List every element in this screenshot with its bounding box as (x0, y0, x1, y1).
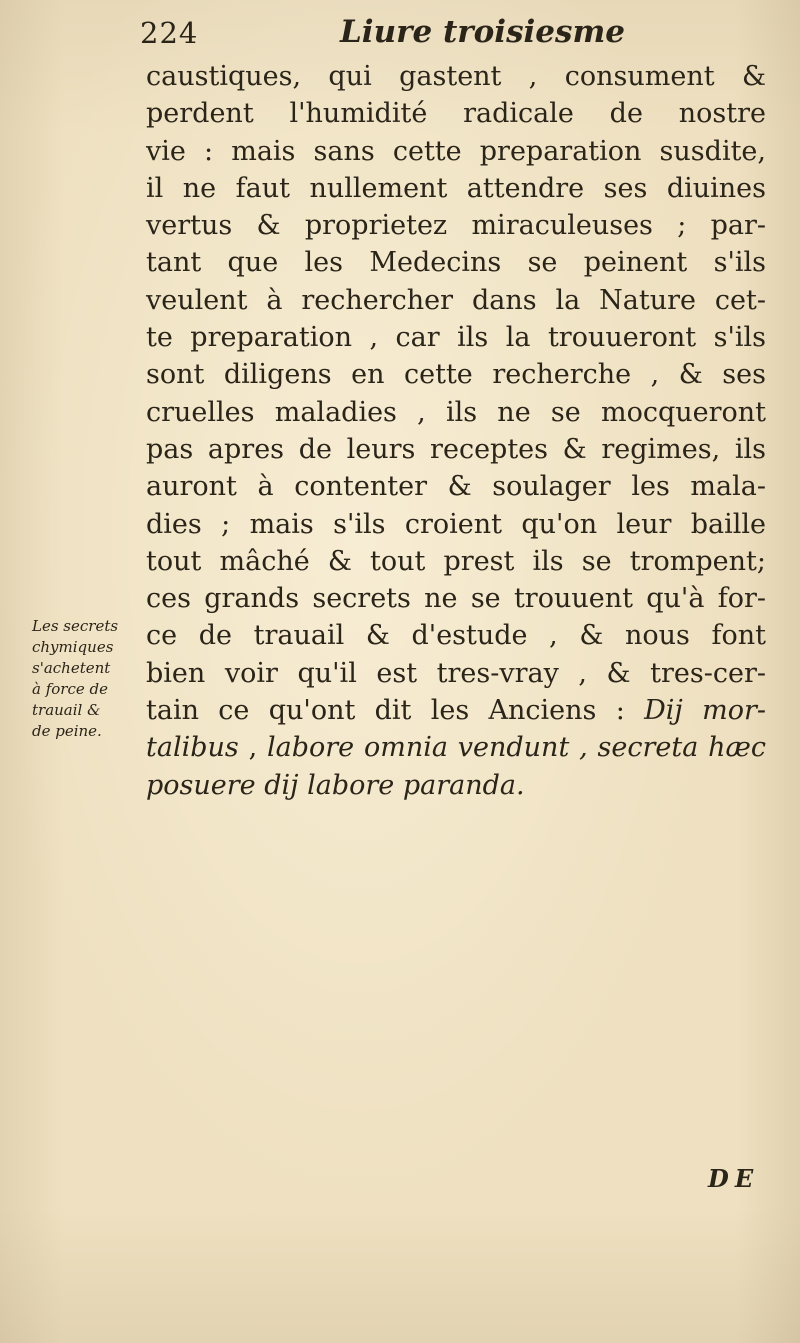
text-roman: tain ce qu'ont dit les Anciens : (146, 695, 645, 727)
text-line: sont diligens en cette recherche , & ses (146, 359, 766, 391)
text-line: pas apres de leurs receptes & regimes, ils (146, 433, 766, 465)
text-line: tant que les Medecins se peinent s'ils (146, 247, 766, 279)
text-line: veulent à rechercher dans la Nature cet- (146, 284, 766, 316)
latin-quote-end: posuere dij labore paranda. (146, 769, 525, 801)
text-line: dies ; mais s'ils croient qu'on leur baille (146, 508, 766, 540)
latin-quote: talibus (146, 732, 239, 764)
margin-note-line: s'achetent (32, 659, 111, 677)
margin-note-line: chymiques (32, 638, 114, 656)
text-line: caustiques, qui gastent , consument & (146, 61, 766, 92)
text-line: il ne faut nullement attendre ses diuines (146, 172, 766, 204)
text-line: perdent l'humidité radicale de nostre (146, 98, 766, 130)
text-line-latin-start (146, 692, 766, 729)
margin-note (32, 616, 150, 742)
margin-note-line: de peine. (32, 722, 102, 740)
text-line: ce de trauail & d'estude , & nous font (146, 620, 766, 652)
text-line: cruelles maladies , ils ne se mocqueront (146, 396, 766, 428)
running-title: Liure troisiesme (340, 14, 625, 50)
text-line: bien voir qu'il est tres-vray , & tres-cer- (146, 657, 766, 689)
text-roman: , (238, 732, 267, 764)
text-line: vie : mais sans cette preparation susdite, (146, 135, 766, 167)
margin-note-line: à force de (32, 680, 108, 698)
text-line: vertus & proprietez miraculeuses ; par- (146, 210, 766, 242)
body-text (146, 58, 766, 804)
margin-note-line: Les secrets (32, 617, 119, 635)
catchword: DE (708, 1164, 760, 1193)
text-line: auront à contenter & soulager les mala- (146, 471, 766, 503)
page-header (140, 14, 760, 54)
latin-quote: Dij mor- (644, 695, 766, 727)
margin-note-line: trauail & (32, 701, 101, 719)
text-line: te preparation , car ils la trouueront s'ils (146, 322, 766, 354)
text-line: ces grands secrets ne se trouuent qu'à for- (146, 583, 766, 615)
latin-quote: labore omnia vendunt , secreta hæc (266, 732, 767, 764)
text-line: tout mâché & tout prest ils se trompent; (146, 545, 766, 577)
page-number: 224 (140, 16, 199, 50)
text-line-latin (146, 729, 766, 766)
